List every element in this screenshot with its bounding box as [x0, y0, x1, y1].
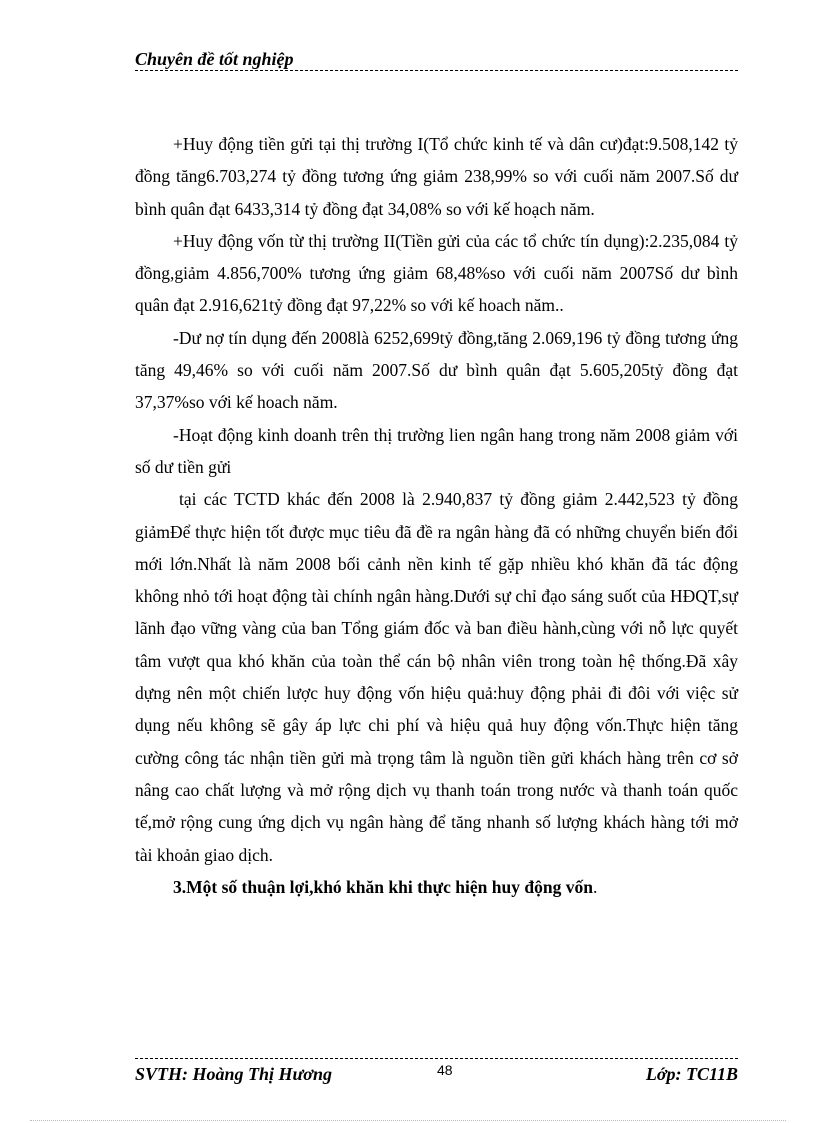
header-divider — [135, 70, 738, 71]
section-heading-text: 3.Một số thuận lợi,khó khăn khi thực hiện huy động vốn — [173, 876, 593, 897]
section-heading-period: . — [592, 876, 598, 897]
section-heading — [135, 871, 738, 903]
footer-page-number: 48 — [437, 1062, 453, 1078]
paragraph-deposit-market-2: +Huy động vốn từ thị trường II(Tiền gửi của các tổ chức tín dụng):2.235,084 tỷ đồng,giảm 4.856,700% tương ứng giảm 68,48%so với cuối năm 2007Số dư bình quân đạt 2.916,621tỷ đồng đạt 97,22% so với kế hoach năm.. — [135, 230, 738, 316]
paragraph-deposit-market-1: +Huy động tiền gửi tại thị trường I(Tổ chức kinh tế và dân cư)đạt:9.508,142 tỷ đồng tăng6.703,274 tỷ đồng tương ứng giảm 238,99% so với cuối năm 2007.Số dư bình quân đạt 6433,314 tỷ đồng đạt 34,08% so với kế hoạch năm. — [135, 134, 738, 219]
footer-student-name: SVTH: Hoàng Thị Hương — [135, 1064, 332, 1084]
footer-class: Lớp: TC11B — [645, 1064, 738, 1084]
footer-divider — [135, 1058, 738, 1059]
document-header-title: Chuyên đề tốt nghiệp — [135, 49, 294, 69]
paragraph-strategy: tại các TCTD khác đến 2008 là 2.940,837 tỷ đồng giảm 2.442,523 tỷ đồng giảmĐể thực hiện tốt được mục tiêu đã đề ra ngân hàng đã có những chuyển biến đổi mới lớn.Nhất là năm 2008 bối cảnh nền kinh tế gặp nhiều khó khăn đã tác động không nhỏ tới hoạt động tài chính ngân hàng.Dưới sự chỉ đạo sáng suốt của HĐQT,sự lãnh đạo vững vàng của ban Tổng giám đốc và ban điều hành,cùng với nỗ lực quyết tâm vượt qua khó khăn của toàn thể cán bộ nhân viên trong toàn hệ thống.Đã xây dựng nên một chiến lược huy động vốn hiệu quả:huy động phải đi đôi với việc sử dụng nếu không sẽ gây áp lực chi phí và hiệu quả huy động vốn.Thực hiện tăng cường công tác nhận tiền gửi mà trọng tâm là nguồn tiền gửi khách hàng trên cơ sở nâng cao chất lượng và mở rộng dịch vụ thanh toán trong nước và thanh toán quốc tế,mở rộng cung ứng dịch vụ ngân hàng để tăng nhanh số lượng khách hàng tới mở tài khoản giao dịch. — [135, 489, 738, 865]
paragraph-interbank-activity: -Hoạt động kinh doanh trên thị trường lien ngân hang trong năm 2008 giảm với số dư tiền gửi — [135, 424, 738, 477]
document-body — [135, 128, 738, 903]
paragraph-credit-balance: -Dư nợ tín dụng đến 2008là 6252,699tỷ đồng,tăng 2.069,196 tỷ đồng tương ứng tăng 49,46% so với cuối năm 2007.Số dư bình quân đạt 5.605,205tỷ đồng đạt 37,37%so với kế hoach năm. — [135, 327, 738, 413]
page-edge-border — [30, 1120, 786, 1121]
